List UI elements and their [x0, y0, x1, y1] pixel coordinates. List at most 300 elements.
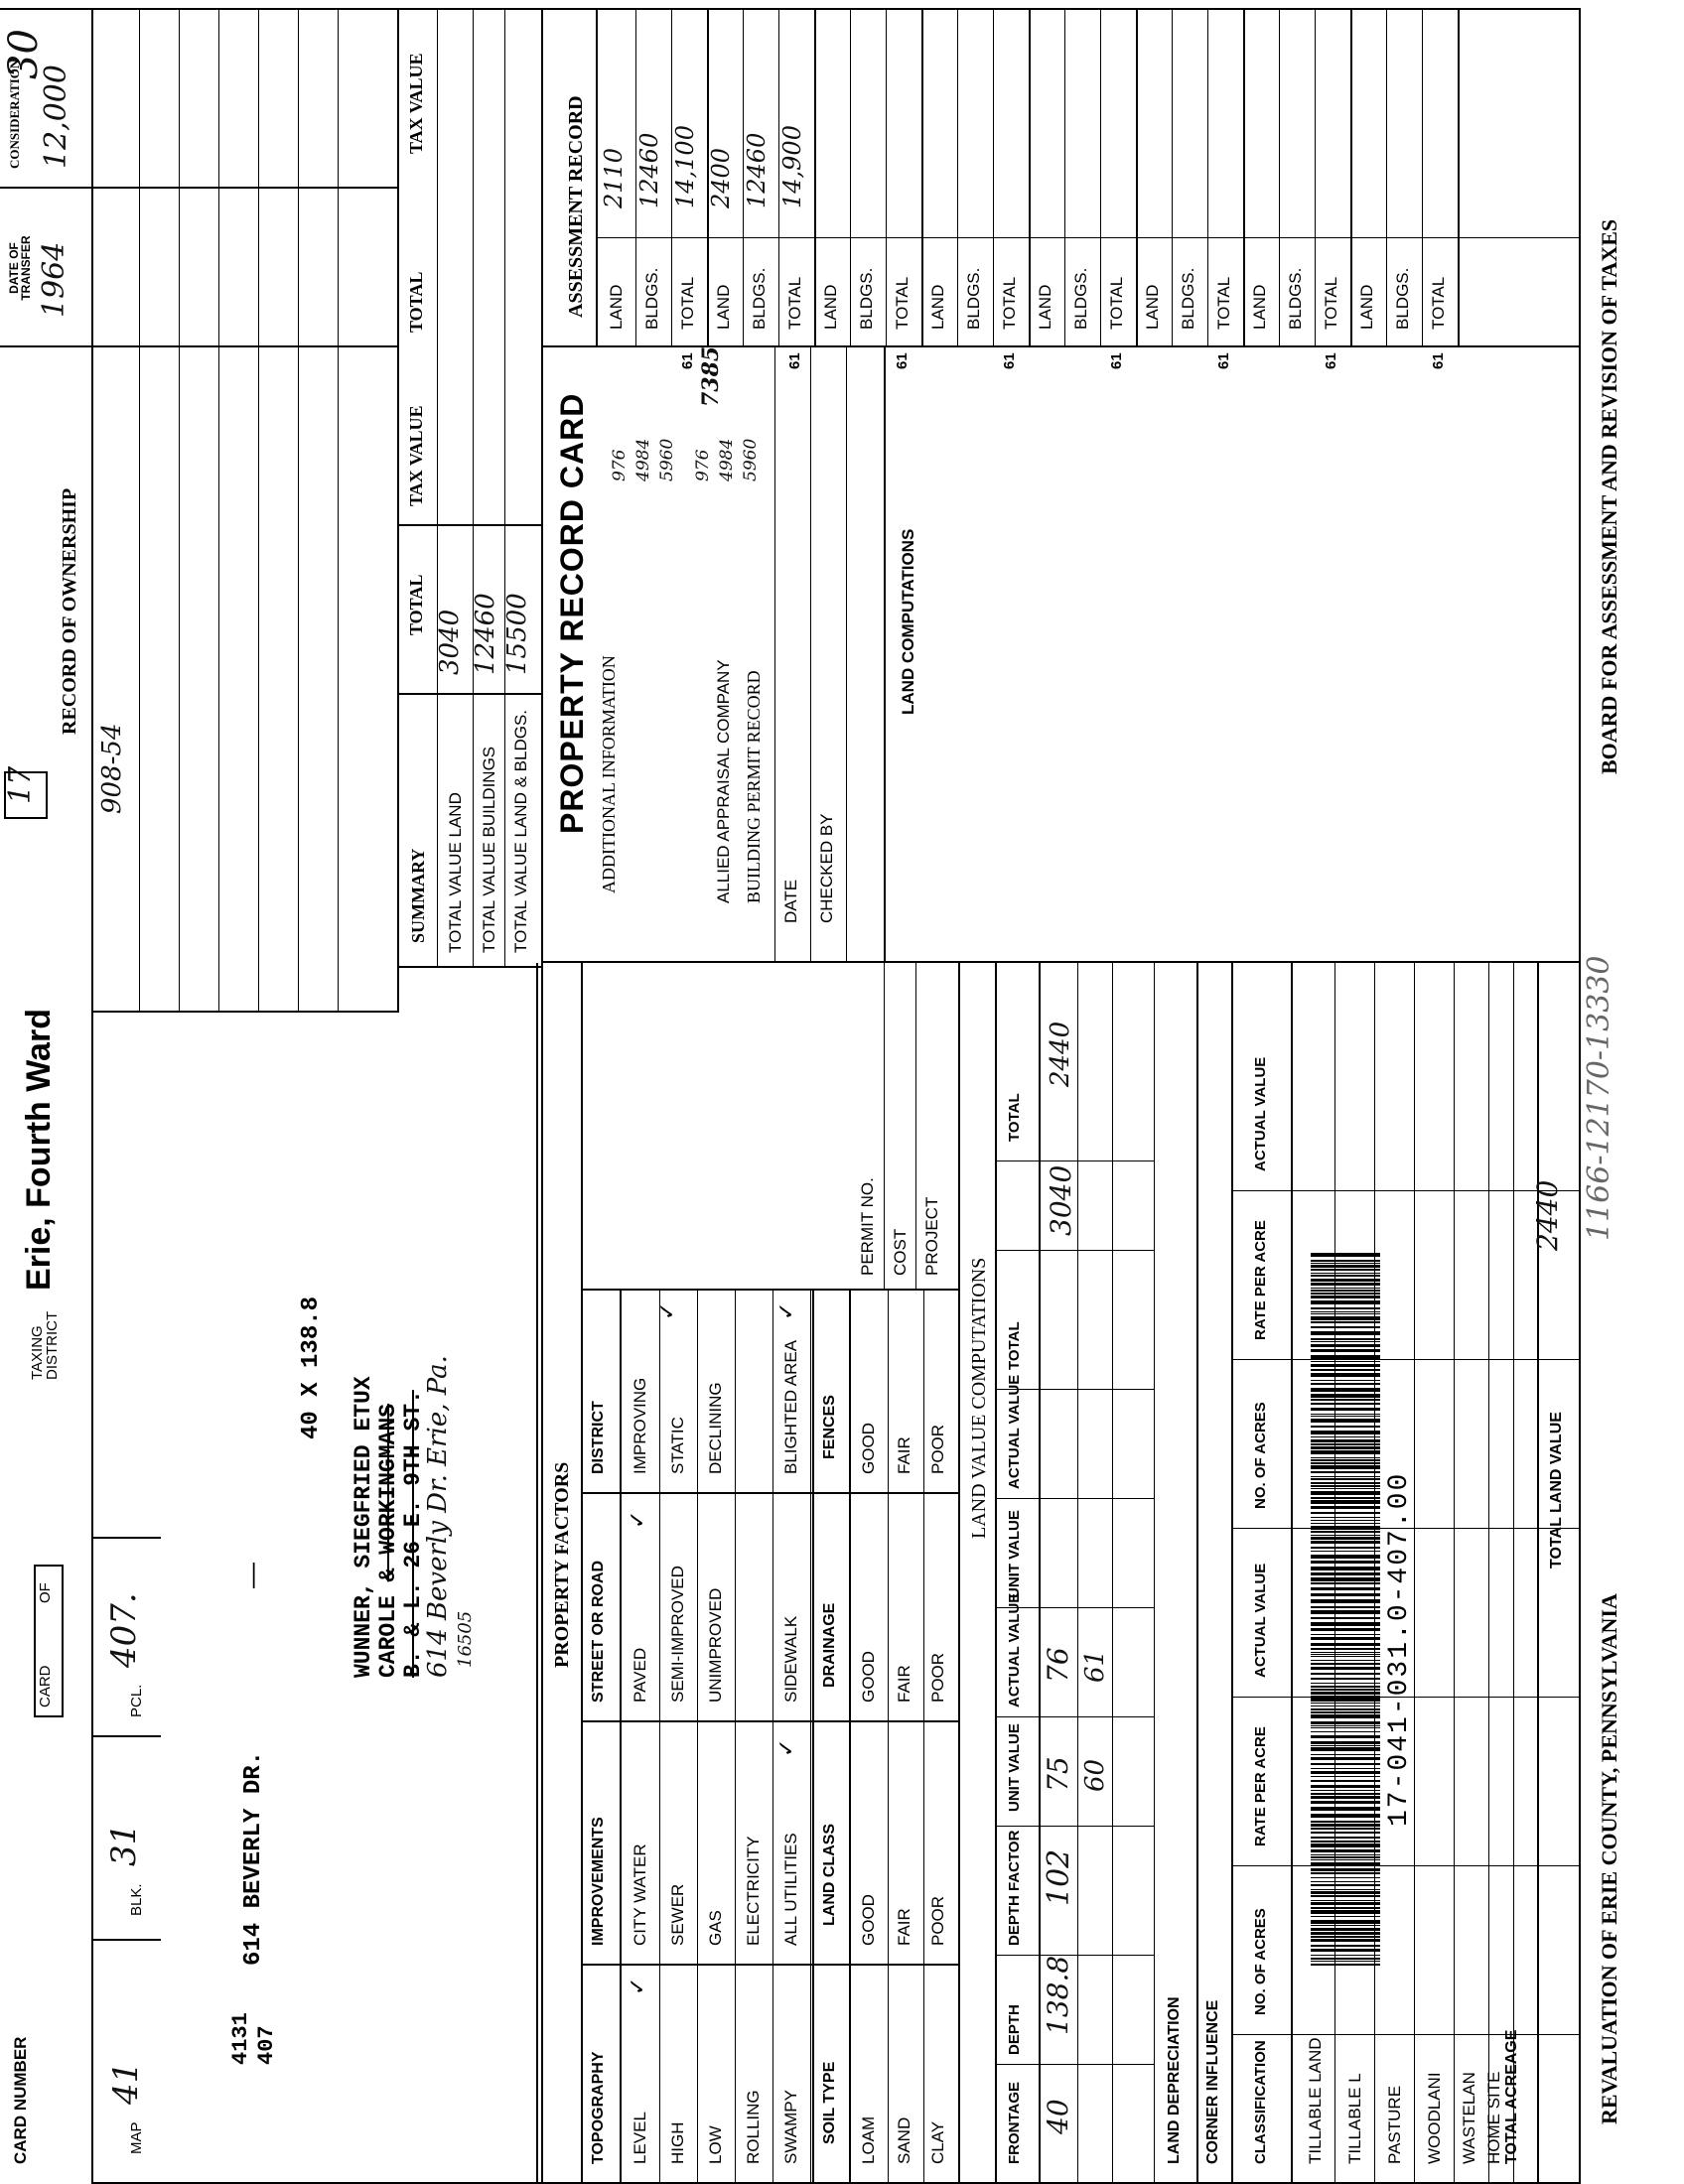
cost-label: COST: [891, 1228, 910, 1276]
assessment-row-line: [1172, 10, 1173, 347]
check-blighted-area: ✓: [774, 1301, 799, 1320]
factor-topography-0: LEVEL: [631, 2112, 649, 2164]
assessment-7-label-2: TOTAL: [1429, 276, 1448, 330]
barcode-bar-127: [1311, 1426, 1380, 1428]
barcode-bar-166: [1311, 1260, 1380, 1262]
factor-row-line: [772, 1291, 773, 2184]
barcode-bar-100: [1311, 1535, 1380, 1536]
assessment-7-year: 61: [1430, 352, 1447, 369]
corner-influence-label: CORNER INFLUENCE: [1204, 1999, 1221, 2164]
barcode-bar-37: [1311, 1814, 1380, 1818]
barcode-bar-15: [1311, 1902, 1380, 1905]
barcode-bar-27: [1311, 1856, 1380, 1858]
barcode-bar-128: [1311, 1419, 1380, 1423]
barcode-bar-31: [1311, 1841, 1380, 1843]
barcode-bar-80: [1311, 1637, 1380, 1640]
assessment-2-label-2: TOTAL: [893, 276, 912, 330]
barcode-bar-148: [1311, 1326, 1380, 1328]
barcode-bar-36: [1311, 1821, 1380, 1823]
assessment-7-label-1: BLDGS.: [1393, 267, 1412, 330]
acre-row-line: [1454, 963, 1455, 2184]
barcode-bar-12: [1311, 1916, 1380, 1917]
factors-title: PROPERTY FACTORS: [551, 1461, 573, 1668]
barcode-bar-8: [1311, 1932, 1380, 1935]
acre-row-line: [1334, 963, 1335, 2184]
assessment-block-line: [1243, 10, 1245, 347]
map-value: 41: [106, 2061, 146, 2105]
barcode-bar-32: [1311, 1837, 1380, 1839]
barcode-bar-14: [1311, 1907, 1380, 1909]
assessment-3-year: 61: [1001, 352, 1018, 369]
acre-class-1: TILLABLE L: [1345, 2073, 1364, 2164]
lv-col-line: [995, 1716, 1154, 1717]
assessment-2-tax-total: 5960: [741, 438, 761, 481]
footer-right: BOARD FOR ASSESSMENT AND REVISION OF TAXES: [1597, 218, 1621, 774]
check-level: ✓: [626, 1977, 650, 1995]
barcode-bar-68: [1311, 1686, 1380, 1688]
barcode-bar-121: [1311, 1450, 1380, 1454]
assessment-row-line: [886, 10, 887, 347]
barcode-bar-48: [1311, 1763, 1380, 1765]
assessment-1-tax-bldgs: 4984: [633, 438, 653, 481]
map-label: MAP: [128, 2121, 145, 2154]
fences-1: FAIR: [895, 1436, 913, 1474]
assessment-6-label-2: TOTAL: [1322, 276, 1340, 330]
assessment-7-label-0: LAND: [1357, 284, 1376, 330]
assessment-3-label-1: BLDGS.: [964, 267, 983, 330]
acre-col-line: [1231, 1865, 1579, 1866]
barcode-bar-79: [1311, 1643, 1380, 1646]
lv-unit-value: 75: [1042, 1756, 1074, 1792]
barcode-bar-24: [1311, 1868, 1380, 1871]
lv-row-line: [1077, 963, 1078, 2184]
assessment-mid-border: [596, 237, 1579, 238]
barcode-bar-115: [1311, 1476, 1380, 1477]
factor-row-line: [810, 1291, 811, 2184]
permit-no-label: PERMIT NO.: [858, 1177, 877, 1276]
fences-0: GOOD: [859, 1423, 878, 1474]
acre-col-3: ACTUAL VALUE: [1252, 1563, 1269, 1678]
barcode-bar-99: [1311, 1537, 1380, 1540]
assessment-0-label-1: BLDGS.: [642, 267, 661, 330]
barcode-bar-70: [1311, 1678, 1380, 1680]
barcode-bar-5: [1311, 1945, 1380, 1947]
factor-col-line: [581, 1720, 958, 1722]
barcode-bar-144: [1311, 1344, 1380, 1347]
factor-row-line: [697, 1291, 698, 2184]
barcode-bar-84: [1311, 1617, 1380, 1619]
blk-value: 31: [104, 1823, 144, 1866]
barcode-bar-59: [1311, 1714, 1380, 1718]
lv-depth: 138.8: [1042, 1955, 1074, 2035]
assessment-4-label-1: BLDGS.: [1071, 267, 1090, 330]
barcode-bar-28: [1311, 1854, 1380, 1855]
assessment-total-label: TOTAL: [406, 271, 426, 333]
factor-improvements-3: ELECTRICITY: [744, 1836, 763, 1946]
owner-handwritten-zip: 16505: [455, 1610, 476, 1668]
barcode-bar-54: [1311, 1735, 1380, 1738]
check-paved: ✓: [626, 1510, 650, 1529]
property-address: 614 BEVERLY DR.: [240, 1750, 267, 1966]
lv-col-line: [995, 1607, 1154, 1608]
land-class-1: FAIR: [895, 1908, 913, 1946]
assessment-5-year: 61: [1215, 352, 1232, 369]
lv-col-2: DEPTH FACTOR: [1006, 1830, 1023, 1946]
factor-improvements-1: SEWER: [668, 1883, 687, 1946]
assessment-2-tax-land: 976: [693, 449, 713, 481]
assessment-row-line: [1064, 10, 1065, 347]
barcode-bar-0: [1311, 1964, 1380, 1966]
barcode-bar-26: [1311, 1859, 1380, 1860]
assessment-4-label-2: TOTAL: [1107, 276, 1126, 330]
barcode-bar-112: [1311, 1485, 1380, 1487]
barcode-bar-105: [1311, 1517, 1380, 1518]
assessment-block-line: [1136, 10, 1138, 347]
taxing-district: Erie, Fourth Ward: [20, 1009, 58, 1291]
factor-district-0: IMPROVING: [631, 1377, 649, 1474]
assessment-5-label-0: LAND: [1143, 284, 1162, 330]
ownership-date: 1964: [37, 241, 71, 318]
summary-title: SUMMARY: [408, 848, 428, 943]
property-code-1: 4131: [228, 2012, 253, 2065]
barcode-bar-164: [1311, 1265, 1380, 1268]
card-box: [4, 771, 48, 819]
acre-col-line: [1231, 1528, 1579, 1529]
barcode-bar-151: [1311, 1313, 1380, 1314]
acre-col-5: RATE PER ACRE: [1252, 1220, 1269, 1340]
fences-2: POOR: [928, 1424, 947, 1474]
barcode-bar-122: [1311, 1446, 1380, 1449]
barcode-bar-149: [1311, 1321, 1380, 1323]
card-page-number: 30: [1, 29, 47, 79]
barcode-bar-77: [1311, 1652, 1380, 1653]
barcode-bar-52: [1311, 1745, 1380, 1746]
acre-col-0: CLASSIFICATION: [1252, 2040, 1269, 2164]
assessment-row-line: [1279, 10, 1280, 347]
summary-row-2-label: TOTAL VALUE BUILDINGS: [480, 746, 498, 953]
acre-class-5: HOME SITE: [1484, 2071, 1503, 2164]
barcode-bar-116: [1311, 1471, 1380, 1473]
assessment-title: ASSESSMENT RECORD: [565, 95, 587, 318]
barcode-bar-141: [1311, 1361, 1380, 1362]
acre-col-line: [1231, 1190, 1579, 1191]
acre-class-4: WASTELAN: [1460, 2072, 1478, 2164]
ownership-consideration: 12,000: [39, 65, 73, 169]
factor-improvements-4: ALL UTILITIES: [781, 1833, 800, 1946]
factor-col-line: [581, 1492, 958, 1494]
barcode-bar-136: [1311, 1383, 1380, 1385]
assessment-0-year: 61: [679, 352, 696, 369]
lv-actual-value-2: 61: [1080, 1649, 1110, 1683]
soil-row-line: [888, 1291, 889, 2184]
assessment-1-value-2: 14,900: [778, 125, 806, 208]
pcl-value: 407.: [104, 1592, 144, 1668]
barcode-bar-47: [1311, 1768, 1380, 1769]
factors-col-fences: FENCES: [821, 1395, 838, 1459]
barcode-bar-58: [1311, 1721, 1380, 1724]
pcl-label: PCL.: [128, 1684, 145, 1717]
assessment-1-tax-land: 976: [610, 449, 630, 481]
barcode-bar-110: [1311, 1491, 1380, 1495]
barcode-bar-19: [1311, 1889, 1380, 1890]
barcode-bar-124: [1311, 1439, 1380, 1442]
factors-col-district: DISTRICT: [590, 1401, 607, 1474]
owner-handwritten-address: 614 Beverly Dr. Erie, Pa.: [423, 1355, 453, 1678]
lv-depth-factor: 102: [1042, 1848, 1076, 1906]
assessment-2-label-1: BLDGS.: [857, 267, 876, 330]
assessment-1-label-2: TOTAL: [785, 276, 804, 330]
factor-col-line: [581, 1964, 958, 1966]
lv-col-3: UNIT VALUE: [1006, 1723, 1023, 1812]
lv-col-4: ACTUAL VALUE: [1006, 1592, 1023, 1707]
barcode-bar-107: [1311, 1506, 1380, 1509]
total-land-value-label: TOTAL LAND VALUE: [1548, 1412, 1565, 1569]
barcode-bar-51: [1311, 1747, 1380, 1751]
barcode-bar-17: [1311, 1895, 1380, 1897]
assessment-1-label-1: BLDGS.: [750, 267, 769, 330]
factor-row-line: [659, 1291, 660, 2184]
assessment-1-label-0: LAND: [714, 284, 733, 330]
barcode-bar-153: [1311, 1307, 1380, 1309]
barcode-bar-49: [1311, 1757, 1380, 1760]
acre-row-line: [1414, 963, 1415, 2184]
barcode-bar-29: [1311, 1849, 1380, 1852]
barcode-bar-60: [1311, 1711, 1380, 1713]
barcode-bar-43: [1311, 1785, 1380, 1788]
barcode-bar-91: [1311, 1577, 1380, 1581]
factors-col-soil: SOIL TYPE: [821, 2061, 838, 2144]
barcode-bar-57: [1311, 1725, 1380, 1726]
barcode-bar-85: [1311, 1610, 1380, 1614]
barcode-bar-162: [1311, 1273, 1380, 1274]
project-label: PROJECT: [922, 1196, 941, 1276]
barcode-bar-11: [1311, 1920, 1380, 1924]
assessment-row-line: [850, 10, 851, 347]
factor-topography-2: LOW: [706, 2125, 725, 2164]
ownership-title: RECORD OF OWNERSHIP: [59, 487, 80, 735]
acre-col-1: NO. OF ACRES: [1252, 1908, 1269, 2015]
barcode-bar-96: [1311, 1551, 1380, 1552]
consideration-label: CONSIDERATION: [7, 59, 22, 169]
lv-col-line: [995, 1955, 1154, 1956]
acre-class-0: TILLABLE LAND: [1306, 2037, 1325, 2164]
lv-row-line: [1154, 963, 1155, 2184]
assessment-2-tax-bldgs: 4984: [717, 438, 737, 481]
barcode-bar-35: [1311, 1824, 1380, 1827]
barcode: [1311, 1251, 1380, 1966]
land-depreciation-label: LAND DEPRECIATION: [1166, 1996, 1183, 2164]
barcode-bar-138: [1311, 1373, 1380, 1377]
lv-col-0: FRONTAGE: [1006, 2081, 1023, 2164]
building-permit-title: BUILDING PERMIT RECORD: [744, 670, 764, 903]
barcode-bar-86: [1311, 1606, 1380, 1608]
assessment-6-label-0: LAND: [1250, 284, 1269, 330]
barcode-bar-45: [1311, 1776, 1380, 1777]
barcode-bar-145: [1311, 1341, 1380, 1342]
barcode-bar-83: [1311, 1622, 1380, 1626]
barcode-bar-40: [1311, 1796, 1380, 1799]
barcode-bar-42: [1311, 1790, 1380, 1791]
barcode-bar-93: [1311, 1567, 1380, 1570]
blk-label: BLK.: [128, 1883, 145, 1916]
barcode-bar-132: [1311, 1403, 1380, 1405]
lv-col-line: [995, 1389, 1154, 1390]
assessment-row-line: [1422, 10, 1423, 347]
lv-col-line: [995, 1160, 1154, 1161]
factors-col-land-class: LAND CLASS: [821, 1823, 838, 1926]
barcode-bar-160: [1311, 1279, 1380, 1282]
lv-col-line: [995, 1250, 1154, 1251]
assessment-3-label-2: TOTAL: [1000, 276, 1019, 330]
summary-row-1-total: 3040: [435, 609, 465, 675]
parcel-id: 17-041-031.0-407.00: [1384, 1471, 1415, 1827]
barcode-bar-21: [1311, 1881, 1380, 1882]
barcode-bar-9: [1311, 1928, 1380, 1931]
lv-row-line: [1112, 963, 1113, 2184]
factor-row-line: [735, 1291, 736, 2184]
assessment-5-label-1: BLDGS.: [1179, 267, 1197, 330]
barcode-bar-98: [1311, 1541, 1380, 1544]
barcode-bar-63: [1311, 1703, 1380, 1704]
assessment-4-year: 61: [1108, 352, 1125, 369]
factor-improvements-2: GAS: [706, 1910, 725, 1946]
barcode-bar-82: [1311, 1628, 1380, 1631]
barcode-bar-97: [1311, 1547, 1380, 1549]
factor-improvements-0: CITY WATER: [631, 1843, 649, 1946]
acre-col-6: ACTUAL VALUE: [1252, 1056, 1269, 1171]
factors-col-improvements: IMPROVEMENTS: [590, 1817, 607, 1946]
footer-stamp: 1166-12170-13330: [1582, 955, 1616, 1241]
land-class-0: GOOD: [859, 1894, 878, 1946]
lv-col-7: TOTAL: [1006, 1321, 1023, 1370]
total-acreage-label: TOTAL ACREAGE: [1503, 2029, 1520, 2164]
barcode-bar-101: [1311, 1531, 1380, 1533]
barcode-bar-78: [1311, 1648, 1380, 1650]
property-dimensions: 40 X 138.8: [298, 1296, 325, 1439]
barcode-bar-126: [1311, 1431, 1380, 1434]
date-of-transfer-label: DATE OF TRANSFER: [7, 235, 33, 301]
check-static: ✓: [655, 1301, 680, 1320]
barcode-bar-146: [1311, 1338, 1380, 1340]
acre-class-2: PASTURE: [1385, 2085, 1404, 2164]
assessment-1-value-0: 2400: [707, 147, 735, 208]
barcode-bar-64: [1311, 1698, 1380, 1702]
barcode-bar-135: [1311, 1388, 1380, 1392]
barcode-bar-134: [1311, 1394, 1380, 1398]
owner-line-1: WUNNER, SIEGFRIED ETUX: [351, 1376, 376, 1678]
lv-actual-value: 76: [1042, 1647, 1074, 1683]
barcode-bar-56: [1311, 1727, 1380, 1728]
barcode-bar-74: [1311, 1660, 1380, 1661]
card-label: CARD: [37, 1665, 54, 1707]
barcode-bar-73: [1311, 1663, 1380, 1665]
assessment-note-1: 7385: [698, 345, 724, 407]
assessment-block-line: [1029, 10, 1031, 347]
assessment-0-value-2: 14,100: [671, 125, 699, 208]
barcode-bar-161: [1311, 1275, 1380, 1277]
barcode-bar-41: [1311, 1793, 1380, 1795]
barcode-bar-150: [1311, 1316, 1380, 1320]
lv-col-line: [995, 2064, 1154, 2065]
additional-info-label: ADDITIONAL INFORMATION: [599, 655, 619, 893]
barcode-bar-123: [1311, 1443, 1380, 1445]
barcode-bar-165: [1311, 1263, 1380, 1264]
lv-col-line: [995, 1826, 1154, 1827]
barcode-bar-152: [1311, 1311, 1380, 1312]
barcode-bar-13: [1311, 1910, 1380, 1914]
acre-row-line: [1374, 963, 1375, 2184]
lv-col-line: [995, 1498, 1154, 1499]
assessment-row-line: [1207, 10, 1208, 347]
barcode-bar-50: [1311, 1754, 1380, 1755]
barcode-bar-87: [1311, 1599, 1380, 1603]
barcode-bar-108: [1311, 1500, 1380, 1504]
barcode-bar-90: [1311, 1582, 1380, 1584]
barcode-bar-18: [1311, 1891, 1380, 1894]
lv-col-8: TOTAL: [1006, 1093, 1023, 1142]
soil-2: CLAY: [928, 2120, 947, 2164]
assessment-row-line: [1315, 10, 1316, 347]
acre-col-2: RATE PER ACRE: [1252, 1726, 1269, 1846]
barcode-bar-117: [1311, 1465, 1380, 1469]
barcode-bar-75: [1311, 1656, 1380, 1657]
property-code-2: 407: [254, 2025, 279, 2065]
owner-line-2: [377, 1404, 400, 1678]
of-label: OF: [37, 1582, 54, 1603]
lv-col-6: ACTUAL VALUE: [1006, 1374, 1023, 1489]
assessment-6-label-1: BLDGS.: [1286, 267, 1305, 330]
total-land-value-hw: 2440: [1531, 1179, 1564, 1251]
barcode-bar-156: [1311, 1293, 1380, 1295]
barcode-bar-34: [1311, 1828, 1380, 1830]
assessment-2-year: 61: [894, 352, 911, 369]
barcode-bar-38: [1311, 1807, 1380, 1811]
ownership-deed: 908-54: [97, 723, 127, 814]
lv-total: 3040: [1045, 1164, 1077, 1236]
barcode-bar-113: [1311, 1482, 1380, 1484]
assessment-1-tax-total: 5960: [657, 438, 677, 481]
acre-col-line: [1231, 1697, 1579, 1698]
barcode-bar-167: [1311, 1253, 1380, 1257]
barcode-bar-103: [1311, 1523, 1380, 1524]
acre-col-line: [1231, 2034, 1579, 2035]
barcode-bar-95: [1311, 1555, 1380, 1559]
assessment-0-label-2: TOTAL: [678, 276, 697, 330]
company-name: ALLIED APPRAISAL COMPANY: [714, 659, 733, 903]
barcode-bar-125: [1311, 1436, 1380, 1437]
assessment-block-line: [921, 10, 923, 347]
factor-topography-4: SWAMPY: [781, 2090, 800, 2164]
date-label: DATE: [781, 879, 800, 923]
barcode-bar-104: [1311, 1520, 1380, 1521]
barcode-bar-55: [1311, 1731, 1380, 1732]
factor-street-0: PAVED: [631, 1647, 649, 1703]
barcode-bar-23: [1311, 1872, 1380, 1874]
acre-class-3: WOODLANI: [1425, 2072, 1444, 2164]
barcode-bar-76: [1311, 1654, 1380, 1655]
lv-total-2: 2440: [1046, 1021, 1075, 1087]
land-value-title: LAND VALUE COMPUTATIONS: [968, 1257, 990, 1539]
barcode-bar-53: [1311, 1741, 1380, 1744]
summary-row-3-label: TOTAL VALUE LAND & BLDGS.: [511, 709, 530, 953]
barcode-bar-2: [1311, 1958, 1380, 1960]
factor-district-4: BLIGHTED AREA: [781, 1339, 800, 1474]
soil-1: SAND: [895, 2116, 913, 2164]
barcode-bar-155: [1311, 1296, 1380, 1298]
factors-col-drainage: DRAINAGE: [821, 1602, 838, 1688]
barcode-bar-147: [1311, 1331, 1380, 1335]
factor-district-1: STATIC: [668, 1417, 687, 1474]
